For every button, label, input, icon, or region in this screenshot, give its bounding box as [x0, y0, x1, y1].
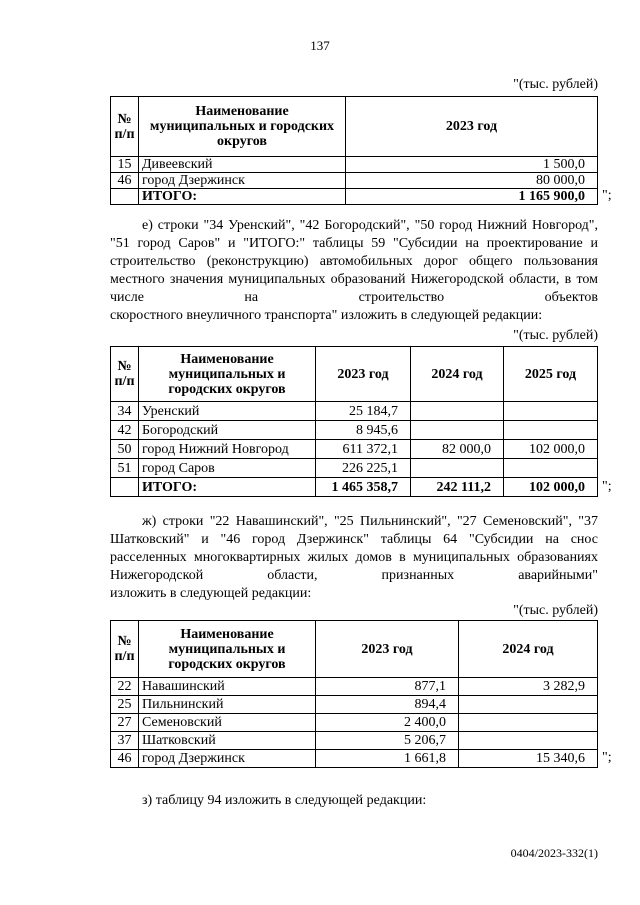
closing-mark: ";	[602, 750, 612, 765]
header-name: Наименование муниципальных и городских округов	[139, 347, 316, 402]
row-2025	[504, 402, 598, 421]
row-2025	[504, 459, 598, 478]
table-3	[110, 620, 598, 768]
table-1	[110, 96, 598, 205]
paragraph-zh-text: ж) строки "22 Навашинский", "25 Пильнинский", "27 Семеновский", "37 Шатковский" и "46 город Дзержинск" таблицы 64 "Субсидии на снос расселенных многоквартирных жилых домов в муниципальных образованиях Нижегородской области, признанных аварийными"	[110, 514, 598, 583]
row-number: 34	[111, 402, 139, 421]
row-name: Уренский	[139, 402, 316, 421]
row-2024	[411, 421, 504, 440]
paragraph-e-text: е) строки "34 Уренский", "42 Богородский", "50 город Нижний Новгород", "51 город Саров" и "ИТОГО:" таблицы 59 "Субсидии на проектирование и строительство (реконструкцию) автомобильных дорог общего пользования местного значения муниципальных образований Нижегородской области, в том числе на строительство объектов	[110, 218, 598, 305]
row-2024	[459, 714, 598, 732]
row-name: Семеновский	[139, 714, 316, 732]
unit-label: "(тыс. рублей)	[513, 603, 598, 618]
header-2023: 2023 год	[316, 621, 459, 678]
unit-label: "(тыс. рублей)	[513, 328, 598, 343]
total-label: ИТОГО:	[139, 189, 346, 205]
row-2024: 15 340,6	[459, 750, 598, 768]
row-name: город Саров	[139, 459, 316, 478]
table-row	[111, 440, 598, 459]
row-2024	[459, 696, 598, 714]
row-2023: 8 945,6	[316, 421, 411, 440]
total-label: ИТОГО:	[139, 478, 316, 497]
header-2023: 2023 год	[346, 97, 598, 157]
paragraph-z: з) таблицу 94 изложить в следующей редакции:	[142, 793, 427, 808]
row-name: Навашинский	[139, 678, 316, 696]
row-number: 42	[111, 421, 139, 440]
total-row	[111, 189, 598, 205]
header-number: № п/п	[111, 97, 139, 157]
row-2023: 25 184,7	[316, 402, 411, 421]
header-2023: 2023 год	[316, 347, 411, 402]
row-2023: 894,4	[316, 696, 459, 714]
table-row	[111, 714, 598, 732]
row-2023: 80 000,0	[346, 173, 598, 189]
row-name: город Нижний Новгород	[139, 440, 316, 459]
row-2023: 2 400,0	[316, 714, 459, 732]
row-2024: 82 000,0	[411, 440, 504, 459]
row-name: Богородский	[139, 421, 316, 440]
table-row	[111, 421, 598, 440]
header-number: № п/п	[111, 347, 139, 402]
row-number: 37	[111, 732, 139, 750]
row-number: 22	[111, 678, 139, 696]
total-2023: 1 165 900,0	[346, 189, 598, 205]
row-2024	[411, 459, 504, 478]
paragraph-e-last-line: скоростного внеуличного транспорта" изложить в следующей редакции:	[110, 308, 543, 323]
header-name: Наименование муниципальных и городских округов	[139, 621, 316, 678]
closing-mark: ";	[602, 479, 612, 494]
header-2024: 2024 год	[411, 347, 504, 402]
row-name: Пильнинский	[139, 696, 316, 714]
footer-code: 0404/2023-332(1)	[510, 846, 598, 860]
row-2023: 1 500,0	[346, 157, 598, 173]
row-2025: 102 000,0	[504, 440, 598, 459]
table-row	[111, 750, 598, 768]
row-number: 46	[111, 173, 139, 189]
header-name: Наименование муниципальных и городских округов	[139, 97, 346, 157]
table-2	[110, 346, 598, 497]
row-2023: 1 661,8	[316, 750, 459, 768]
row-number: 25	[111, 696, 139, 714]
row-name: Шатковский	[139, 732, 316, 750]
table-row	[111, 732, 598, 750]
paragraph-zh-last-line: изложить в следующей редакции:	[110, 586, 312, 601]
row-2024: 3 282,9	[459, 678, 598, 696]
unit-label: "(тыс. рублей)	[513, 77, 598, 92]
total-2023: 1 465 358,7	[316, 478, 411, 497]
row-2025	[504, 421, 598, 440]
paragraph-e	[110, 217, 598, 325]
header-2025: 2025 год	[504, 347, 598, 402]
row-name: город Дзержинск	[139, 173, 346, 189]
row-number	[111, 189, 139, 205]
row-number: 51	[111, 459, 139, 478]
row-2023: 611 372,1	[316, 440, 411, 459]
table-row	[111, 459, 598, 478]
table-row	[111, 696, 598, 714]
row-number: 15	[111, 157, 139, 173]
row-2023: 226 225,1	[316, 459, 411, 478]
row-name: Дивеевский	[139, 157, 346, 173]
row-number: 50	[111, 440, 139, 459]
paragraph-zh	[110, 513, 598, 603]
total-row	[111, 478, 598, 497]
row-2023: 5 206,7	[316, 732, 459, 750]
total-2024: 242 111,2	[411, 478, 504, 497]
row-number	[111, 478, 139, 497]
table-row	[111, 157, 598, 173]
row-2024	[459, 732, 598, 750]
row-2024	[411, 402, 504, 421]
table-row	[111, 678, 598, 696]
closing-mark: ";	[602, 188, 612, 203]
table-row	[111, 173, 598, 189]
table-row	[111, 402, 598, 421]
row-name: город Дзержинск	[139, 750, 316, 768]
row-number: 27	[111, 714, 139, 732]
row-number: 46	[111, 750, 139, 768]
header-2024: 2024 год	[459, 621, 598, 678]
page-number: 137	[310, 38, 330, 53]
total-2025: 102 000,0	[504, 478, 598, 497]
header-number: № п/п	[111, 621, 139, 678]
row-2023: 877,1	[316, 678, 459, 696]
